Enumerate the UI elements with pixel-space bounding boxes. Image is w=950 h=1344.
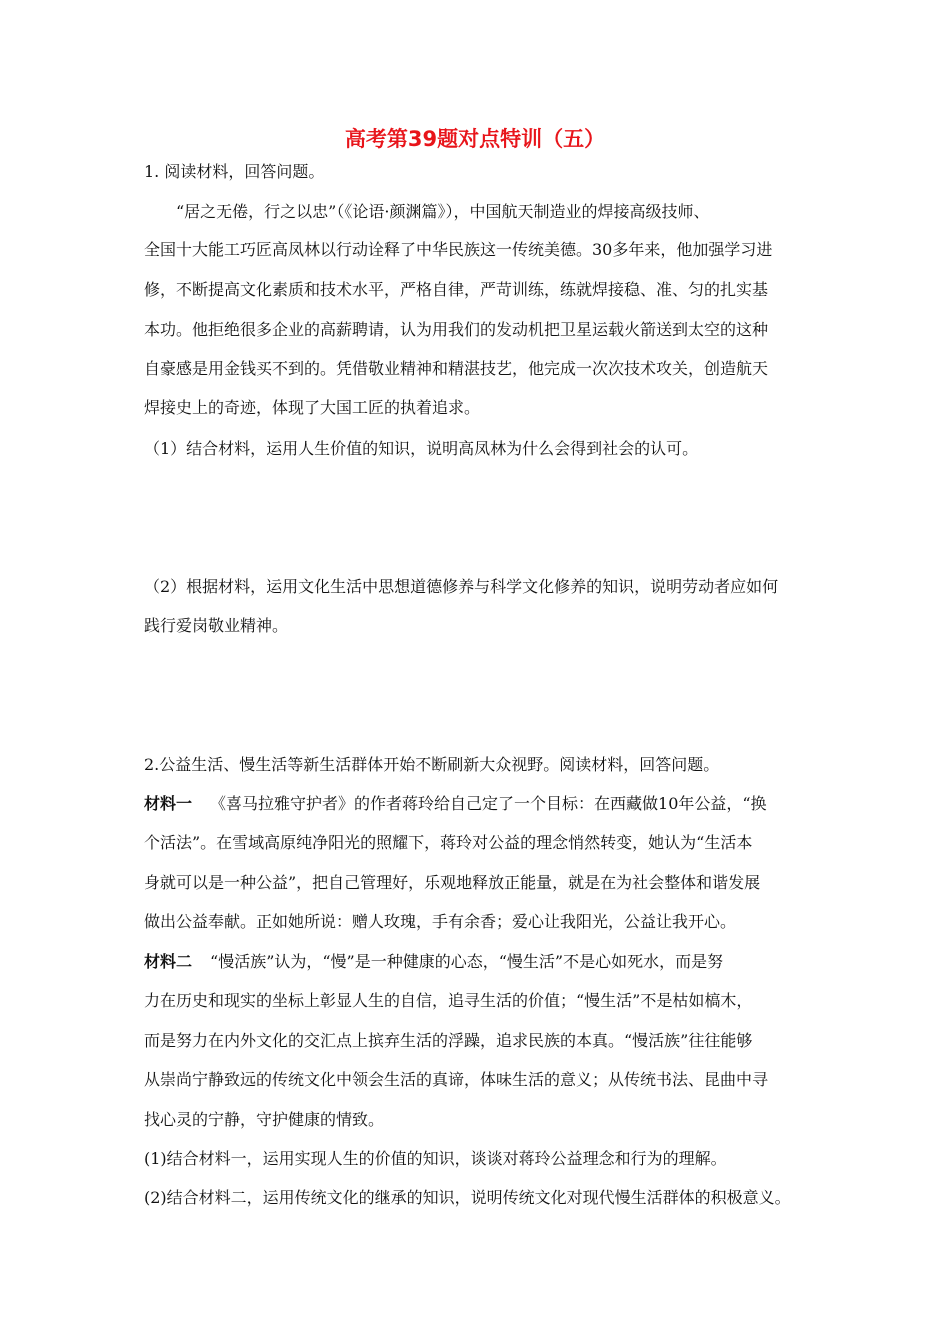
q1-subquestion-2: （2）根据材料，运用文化生活中思想道德修养与科学文化修养的知识，说明劳动者应如何	[144, 577, 779, 596]
q1-subquestion-1: （1）结合材料，运用人生价值的知识，说明高凤林为什么会得到社会的认可。	[144, 439, 699, 458]
material-1-label: 材料一	[144, 794, 193, 813]
q2-material-1-line: 做出公益奉献。正如她所说：赠人玫瑰，手有余香；爱心让我阳光，公益让我开心。	[144, 912, 737, 931]
q1-material-line: “居之无倦，行之以忠”（《论语·颜渊篇》），中国航天制造业的焊接高级技师、	[176, 202, 710, 221]
q2-material-2-line: 找心灵的宁静，守护健康的情致。	[144, 1110, 385, 1129]
q2-intro: 2.公益生活、慢生活等新生活群体开始不断刷新大众视野。阅读材料，回答问题。	[144, 755, 720, 774]
q1-material-line: 焊接史上的奇迹，体现了大国工匠的执着追求。	[144, 398, 481, 417]
q2-material-2-line: 而是努力在内外文化的交汇点上摈弃生活的浮躁，追求民族的本真。“慢活族”往往能够	[144, 1031, 753, 1050]
material-1-text: 《喜马拉雅守护者》的作者蒋玲给自己定了一个目标：在西藏做10年公益，“换	[210, 794, 767, 813]
q2-material-1-line	[144, 792, 824, 816]
material-2-text: “慢活族”认为，“慢”是一种健康的心态，“慢生活”不是心如死水，而是努	[210, 952, 724, 971]
q2-material-2-line: 从崇尚宁静致远的传统文化中领会生活的真谛，体味生活的意义；从传统书法、昆曲中寻	[144, 1070, 769, 1089]
q2-subquestion-1: (1)结合材料一，运用实现人生的价值的知识，谈谈对蒋玲公益理念和行为的理解。	[144, 1149, 727, 1168]
q1-material-line: 本功。他拒绝很多企业的高薪聘请，认为用我们的发动机把卫星运载火箭送到太空的这种	[144, 320, 769, 339]
q2-material-2-line	[144, 950, 824, 974]
q1-subquestion-2-cont: 践行爱岗敬业精神。	[144, 616, 289, 635]
q1-material-line: 全国十大能工巧匠高凤林以行动诠释了中华民族这一传统美德。30多年来，他加强学习进	[144, 240, 773, 259]
q2-subquestion-2: (2)结合材料二，运用传统文化的继承的知识，说明传统文化对现代慢生活群体的积极意义。	[144, 1188, 791, 1207]
q2-material-1-line: 身就可以是一种公益”，把自己管理好，乐观地释放正能量，就是在为社会整体和谐发展	[144, 873, 761, 892]
q1-material-line: 自豪感是用金钱买不到的。凭借敬业精神和精湛技艺，他完成一次次技术攻关，创造航天	[144, 359, 769, 378]
material-2-label: 材料二	[144, 952, 193, 971]
q2-material-2-line: 力在历史和现实的坐标上彰显人生的自信，追寻生活的价值；“慢生活”不是枯如槁木，	[144, 991, 753, 1010]
q2-material-1-line: 个活法”。在雪域高原纯净阳光的照耀下，蒋玲对公益的理念悄然转变，她认为“生活本	[144, 833, 753, 852]
q1-material-line: 修，不断提高文化素质和技术水平，严格自律，严苛训练，练就焊接稳、准、匀的扎实基	[144, 280, 769, 299]
q1-intro: 1. 阅读材料，回答问题。	[144, 162, 325, 181]
page-title: 高考第39题对点特训（五）	[344, 127, 606, 151]
